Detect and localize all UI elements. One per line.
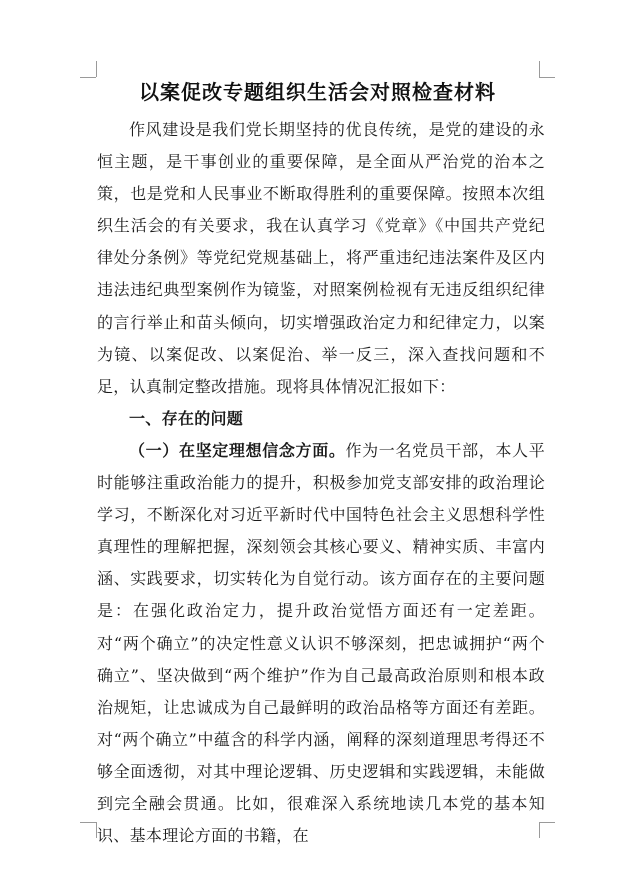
crop-mark-top-right-v <box>539 61 540 77</box>
document-body <box>97 114 545 852</box>
crop-mark-top-left-v <box>96 61 97 77</box>
subsection-paragraph <box>97 435 545 852</box>
intro-paragraph: 作风建设是我们党长期坚持的优良传统，是党的建设的永恒主题，是干事创业的重要保障，是全面从严治党的治本之策，也是党和人民事业不断取得胜利的重要保障。按照本次组织生活会的有关要求，我在认真学习《党章》《中国共产党纪律处分条例》等党纪党规基础上，将严重违纪违法案件及区内违法违纪典型案例作为镜鉴，对照案例检视有无违反组织纪律的言行举止和苗头倾向，切实增强政治定力和纪律定力，以案为镜、以案促改、以案促治、举一反三，深入查找问题和不足，认真制定整改措施。现将具体情况汇报如下： <box>97 120 545 396</box>
crop-mark-bottom-left-h <box>80 822 96 823</box>
section-heading: 一、存在的问题 <box>129 408 244 428</box>
subsection-heading: （一）在坚定理想信念方面。 <box>129 440 346 460</box>
document-title: 以案促改专题组织生活会对照检查材料 <box>139 80 496 104</box>
subsection-text: 作为一名党员干部，本人平时能够注重政治能力的提升，积极参加党支部安排的政治理论学习，不断深化对习近平新时代中国特色社会主义思想科学性真理性的理解把握，深刻领会其核心要义、精神实质、丰富内涵、实践要求，切实转化为自觉行动。该方面存在的主要问题是：在强化政治定力，提升政治觉悟方面还有一定差距。对“两个确立”的决定性意义认识不够深刻，把忠诚拥护“两个确立”、坚决做到“两个维护”作为自己最高政治原则和根本政治规矩，让忠诚成为自己最鲜明的政治品格等方面还有差距。对“两个确立”中蕴含的科学内涵，阐释的深刻道理思考得还不够全面透彻，对其中理论逻辑、历史逻辑和实践逻辑，未能做到完全融会贯通。比如，很难深入系统地读几本党的基本知识、基本理论方面的书籍，在 <box>97 440 545 846</box>
